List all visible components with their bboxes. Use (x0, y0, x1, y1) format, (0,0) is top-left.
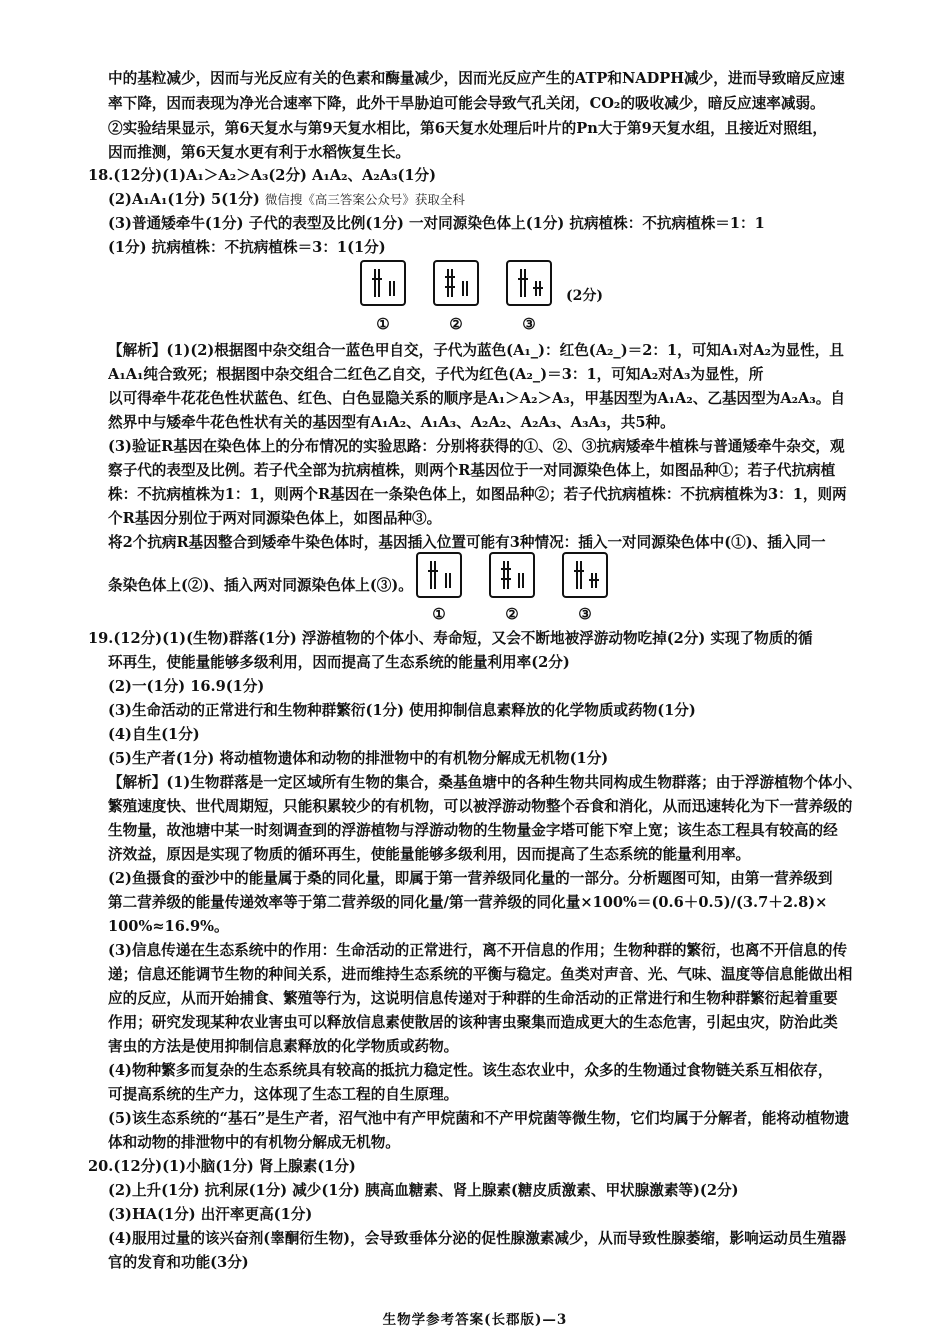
q19-line: (5)该生态系统的“基石”是生产者，沼气池中有产甲烷菌和不产甲烷菌等微生物，它们均属于分解者，能将动植物遗 (108, 1110, 850, 1127)
diagram-label-1: ① (432, 605, 446, 623)
chromosome-box-2 (433, 260, 479, 306)
q18-analysis-line: 【解析】(1)(2)根据图中杂交组合一蓝色甲自交，子代为蓝色(A₁_)：红色(A₂_)＝2：1，可知A₁对A₂为显性，且 (108, 342, 844, 359)
text-line: 中的基粒减少，因而与光反应有关的色素和酶量减少，因而光反应产生的ATP和NADPH减少，进而导致暗反应速 (108, 70, 845, 87)
q18-analysis-line: 株：不抗病植株为1：1，则两个R基因在一条染色体上，如图品种②；若子代抗病植株：不抗病植株为3：1，则两 (108, 486, 847, 503)
page-footer: 生物学参考答案(长郡版)—3 (382, 1312, 568, 1328)
q18-analysis-line: 将2个抗病R基因整合到矮牵牛染色体时，基因插入位置可能有3种情况：插入一对同源染色体中(①)、插入同一 (108, 534, 826, 551)
q19-line: 19.(12分)(1)(生物)群落(1分) 浮游植物的个体小、寿命短，又会不断地被浮游动物吃掉(2分) 实现了物质的循 (88, 630, 813, 647)
q18-analysis-line: 个R基因分别位于两对同源染色体上，如图品种③。 (108, 510, 442, 527)
q18-answer-2 (108, 189, 862, 211)
q19-line: 应的反应，从而开始捕食、繁殖等行为，这说明信息传递对于种群的生命活动的正常进行和生物种群繁衍起着重要 (108, 990, 838, 1007)
q19-line: 害虫的方法是使用抑制信息素释放的化学物质或药物。 (108, 1038, 459, 1055)
q18-answer-3: (3)普通矮牵牛(1分) 子代的表型及比例(1分) 一对同源染色体上(1分) 抗病植株：不抗病植株＝1：1 (108, 215, 765, 232)
chromosome-box-1 (416, 552, 462, 598)
q19-line: 环再生，使能量能够多级利用，因而提高了生态系统的能量利用率(2分) (108, 654, 570, 671)
q19-line: (4)物种繁多而复杂的生态系统具有较高的抵抗力稳定性。该生态农业中，众多的生物通过食物链关系互相依存， (108, 1062, 833, 1079)
q20-line: (3)HA(1分) 出汗率更高(1分) (108, 1206, 313, 1223)
q20-line: 20.(12分)(1)小脑(1分) 肾上腺素(1分) (88, 1158, 356, 1175)
q18-answer-1: 18.(12分)(1)A₁＞A₂＞A₃(2分) A₁A₂、A₂A₃(1分) (88, 167, 437, 184)
chromosome-box-1 (360, 260, 406, 306)
chromosome-diagram-answer (360, 260, 620, 336)
diagram-label-2: ② (505, 605, 519, 623)
diagram-label-3: ③ (578, 605, 592, 623)
q19-line: 可提高系统的生产力，这体现了生态工程的自生原理。 (108, 1086, 459, 1103)
q20-line: (2)上升(1分) 抗利尿(1分) 减少(1分) 胰高血糖素、肾上腺素(糖皮质激素、甲状腺激素等)(2分) (108, 1182, 739, 1199)
diagram-label-3: ③ (522, 315, 536, 333)
text-line: ②实验结果显示，第6天复水与第9天复水相比，第6天复水处理后叶片的Pn大于第9天复水组，且接近对照组， (108, 120, 827, 137)
diagram-score: (2分) (566, 288, 603, 304)
q19-line: 济效益，原因是实现了物质的循环再生，使能量能够多级利用，因而提高了生态系统的能量利用率。 (108, 846, 751, 863)
q19-line: (3)生命活动的正常进行和生物种群繁衍(1分) 使用抑制信息素释放的化学物质或药物(1分) (108, 702, 696, 719)
chromosome-box-2 (489, 552, 535, 598)
diagram-label-1: ① (376, 315, 390, 333)
text-line: 因而推测，第6天复水更有利于水稻恢复生长。 (108, 144, 411, 161)
q19-line: 【解析】(1)生物群落是一定区域所有生物的集合，桑基鱼塘中的各种生物共同构成生物群落；由于浮游植物个体小、 (108, 774, 862, 791)
q18-answer-2-text: (2)A₁A₁(1分) 5(1分) (108, 191, 260, 208)
text-line: 率下降，因而表现为净光合速率下降，此外干旱胁迫可能会导致气孔关闭，CO₂的吸收减少，暗反应速率减弱。 (108, 95, 825, 112)
q20-line: (4)服用过量的该兴奋剂(睾酮衍生物)，会导致垂体分泌的促性腺激素减少，从而导致性腺萎缩，影响运动员生殖器 (108, 1230, 847, 1247)
watermark-note: 微信搜《高三答案公众号》获取全科 (264, 192, 465, 207)
chromosome-diagram-analysis (416, 552, 616, 628)
diagram-label-2: ② (449, 315, 463, 333)
q20-line: 官的发育和功能(3分) (108, 1254, 249, 1271)
q19-line: 100%≈16.9%。 (108, 918, 229, 935)
q18-analysis-last: 条染色体上(②)、插入两对同源染色体上(③)。 (108, 577, 413, 594)
q19-line: 作用；研究发现某种农业害虫可以释放信息素使散居的该种害虫聚集而造成更大的生态危害，引起虫灾，防治此类 (108, 1014, 838, 1031)
q19-line: (2)一(1分) 16.9(1分) (108, 678, 265, 695)
q19-line: 第二营养级的能量传递效率等于第二营养级的同化量/第一营养级的同化量×100%＝(0.6＋0.5)/(3.7＋2.8)× (108, 894, 828, 911)
q19-line: 体和动物的排泄物中的有机物分解成无机物。 (108, 1134, 400, 1151)
chromosome-box-3 (562, 552, 608, 598)
q19-line: (2)鱼摄食的蚕沙中的能量属于桑的同化量，即属于第一营养级同化量的一部分。分析题图可知，由第一营养级到 (108, 870, 833, 887)
q19-line: (3)信息传递在生态系统中的作用：生命活动的正常进行，离不开信息的作用；生物种群的繁衍，也离不开信息的传 (108, 942, 848, 959)
q19-line: (4)自生(1分) (108, 726, 200, 743)
q18-answer-4: (1分) 抗病植株：不抗病植株＝3：1(1分) (108, 239, 386, 256)
q18-analysis-line: 察子代的表型及比例。若子代全部为抗病植株，则两个R基因位于一对同源染色体上，如图品种①；若子代抗病植 (108, 462, 836, 479)
chromosome-box-3 (506, 260, 552, 306)
q18-analysis-line: 以可得牵牛花花色性状蓝色、红色、白色显隐关系的顺序是A₁＞A₂＞A₃，甲基因型为A₁A₂、乙基因型为A₂A₃。自 (108, 390, 845, 407)
q19-line: 繁殖速度快、世代周期短，只能积累较少的有机物，可以被浮游动物整个吞食和消化，从而迅速转化为下一营养级的 (108, 798, 853, 815)
q18-analysis-line: 然界中与矮牵牛花色性状有关的基因型有A₁A₂、A₁A₃、A₂A₂、A₂A₃、A₃A₃，共5种。 (108, 414, 675, 431)
q18-analysis-line: A₁A₁纯合致死；根据图中杂交组合二红色乙自交，子代为红色(A₂_)＝3：1，可知A₂对A₃为显性，所 (108, 366, 764, 383)
q19-line: (5)生产者(1分) 将动植物遗体和动物的排泄物中的有机物分解成无机物(1分) (108, 750, 609, 767)
q19-line: 递；信息还能调节生物的种间关系，进而维持生态系统的平衡与稳定。鱼类对声音、光、气味、温度等信息能做出相 (108, 966, 853, 983)
q18-analysis-line: (3)验证R基因在染色体上的分布情况的实验思路：分别将获得的①、②、③抗病矮牵牛植株与普通矮牵牛杂交，观 (108, 438, 845, 455)
q19-line: 生物量，故池塘中某一时刻调查到的浮游植物与浮游动物的生物量金字塔可能下窄上宽；该生态工程具有较高的经 (108, 822, 838, 839)
